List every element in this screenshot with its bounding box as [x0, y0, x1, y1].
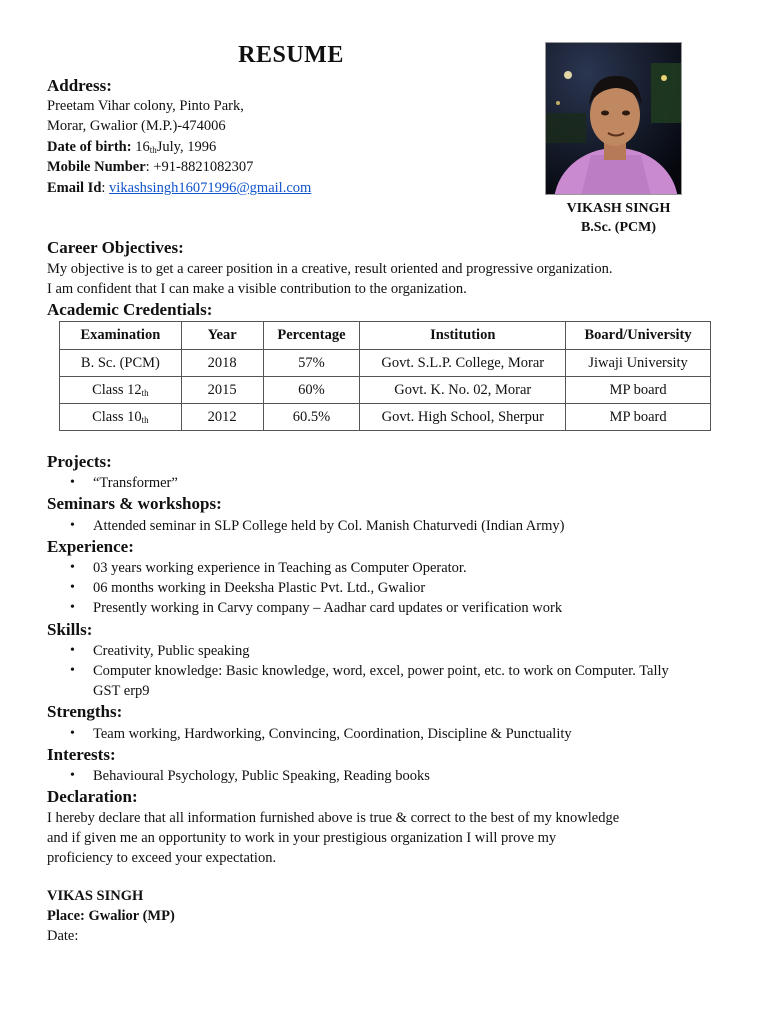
column-header: Percentage — [263, 322, 360, 350]
declaration-line-3: proficiency to exceed your expectation. — [47, 850, 277, 866]
column-header: Year — [181, 322, 263, 350]
cell-institution: Govt. K. No. 02, Morar — [360, 377, 566, 404]
interests-heading: Interests: — [47, 745, 116, 764]
skills-heading: Skills: — [47, 620, 93, 639]
cell-percentage: 60% — [263, 377, 360, 404]
profile-photo — [545, 42, 682, 195]
cell-board: MP board — [566, 377, 711, 404]
cell-institution: Govt. High School, Sherpur — [360, 404, 566, 431]
dob-label: Date of birth: — [47, 139, 132, 155]
projects-list — [70, 473, 178, 493]
academic-table — [59, 321, 711, 431]
declaration-line-1: I hereby declare that all information furnished above is true & correct to the best of my knowledge — [47, 810, 620, 826]
cell-year: 2012 — [181, 404, 263, 431]
experience-list — [70, 558, 562, 618]
email-separator: : — [101, 180, 110, 196]
list-item: • Attended seminar in SLP College held by Col. Manish Chaturvedi (Indian Army) — [70, 516, 564, 536]
strengths-list — [70, 724, 572, 744]
dob-rest: July, 1996 — [156, 139, 217, 155]
list-item: • Presently working in Carvy company – Aadhar card updates or verification work — [70, 598, 562, 618]
experience-heading: Experience: — [47, 537, 134, 556]
table-header-row — [60, 322, 711, 350]
dob-suffix: th — [149, 145, 157, 155]
academic-heading: Academic Credentials: — [47, 300, 213, 319]
signature-date: Date: — [47, 928, 79, 944]
cell-board: MP board — [566, 404, 711, 431]
mobile-label: Mobile Number — [47, 159, 146, 175]
dob-day: 16 — [135, 139, 150, 155]
mobile-number — [47, 157, 253, 177]
table-row — [60, 350, 711, 377]
career-line-1: My objective is to get a career position in a creative, result oriented and progressive organization. — [47, 261, 613, 277]
list-item: • Computer knowledge: Basic knowledge, word, excel, power point, etc. to work on Computer. Tally GST erp9 — [70, 661, 670, 701]
list-item: • Behavioural Psychology, Public Speaking, Reading books — [70, 766, 430, 786]
resume-title: RESUME — [238, 42, 344, 68]
address-heading: Address: — [47, 76, 112, 95]
cell-percentage: 60.5% — [263, 404, 360, 431]
table-row — [60, 377, 711, 404]
declaration-line-2: and if given me an opportunity to work in your prestigious organization I will prove my — [47, 830, 557, 846]
career-line-2: I am confident that I can make a visible contribution to the organization. — [47, 281, 467, 297]
email-link[interactable]: vikashsingh16071996@gmail.com — [109, 180, 312, 196]
email-label: Email Id — [47, 180, 102, 196]
projects-heading: Projects: — [47, 452, 112, 471]
signature-place: Place: Gwalior (MP) — [47, 908, 175, 924]
column-header: Examination — [60, 322, 182, 350]
candidate-degree: B.Sc. (PCM) — [580, 220, 657, 235]
cell-percentage: 57% — [263, 350, 360, 377]
table-row — [60, 404, 711, 431]
skills-list — [70, 641, 670, 701]
list-item: • “Transformer” — [70, 473, 178, 493]
list-item: • 06 months working in Deeksha Plastic Pvt. Ltd., Gwalior — [70, 578, 562, 598]
cell-examination: B. Sc. (PCM) — [60, 350, 182, 377]
declaration-heading: Declaration: — [47, 787, 138, 806]
mobile-value: : +91-8821082307 — [145, 159, 254, 175]
cell-year: 2015 — [181, 377, 263, 404]
list-item: • Team working, Hardworking, Convincing, Coordination, Discipline & Punctuality — [70, 724, 572, 744]
address-line-1: Preetam Vihar colony, Pinto Park, — [47, 98, 244, 114]
signature-name: VIKAS SINGH — [47, 888, 144, 904]
address-line-2: Morar, Gwalior (M.P.)-474006 — [47, 118, 226, 134]
cell-examination: Class $10_{th}$ — [60, 404, 182, 431]
list-item: • 03 years working experience in Teaching as Computer Operator. — [70, 558, 562, 578]
career-objectives-heading: Career Objectives: — [47, 238, 184, 257]
seminars-heading: Seminars & workshops: — [47, 494, 222, 513]
list-item: • Creativity, Public speaking — [70, 641, 670, 661]
email-id — [47, 178, 311, 198]
column-header: Board/University — [566, 322, 711, 350]
strengths-heading: Strengths: — [47, 702, 123, 721]
cell-institution: Govt. S.L.P. College, Morar — [360, 350, 566, 377]
column-header: Institution — [360, 322, 566, 350]
interests-list — [70, 766, 430, 786]
candidate-name: VIKASH SINGH — [566, 201, 671, 216]
seminars-list — [70, 516, 564, 536]
cell-board: Jiwaji University — [566, 350, 711, 377]
cell-year: 2018 — [181, 350, 263, 377]
cell-examination: Class $12_{th}$ — [60, 377, 182, 404]
